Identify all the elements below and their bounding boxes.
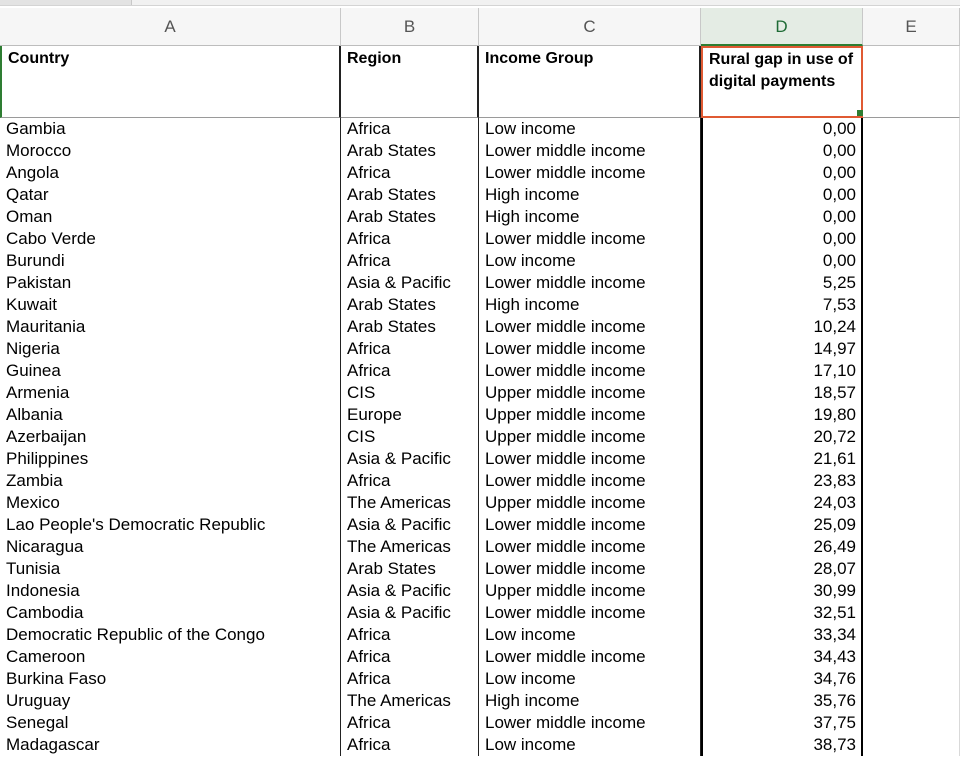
cell-e[interactable] bbox=[863, 712, 960, 734]
table-row bbox=[0, 140, 960, 162]
cell-e[interactable] bbox=[863, 184, 960, 206]
table-row bbox=[0, 162, 960, 184]
cell-region[interactable]: Asia & Pacific bbox=[341, 272, 479, 294]
cell-rural-gap[interactable]: 28,07 bbox=[701, 558, 863, 580]
cell-region[interactable]: Arab States bbox=[341, 206, 479, 228]
cell-region[interactable]: Africa bbox=[341, 712, 479, 734]
cell-e[interactable] bbox=[863, 448, 960, 470]
cell-rural-gap[interactable]: 30,99 bbox=[701, 580, 863, 602]
toolbar-edge bbox=[0, 0, 960, 6]
table-row bbox=[0, 492, 960, 514]
cell-income-group[interactable]: Low income bbox=[479, 624, 701, 646]
cell-country[interactable]: Morocco bbox=[0, 140, 341, 162]
cell-region[interactable]: CIS bbox=[341, 382, 479, 404]
cell-rural-gap[interactable]: 34,76 bbox=[701, 668, 863, 690]
cell-e[interactable] bbox=[863, 162, 960, 184]
cell-region[interactable]: The Americas bbox=[341, 536, 479, 558]
header-row bbox=[0, 46, 960, 118]
cell-income-group[interactable]: Upper middle income bbox=[479, 426, 701, 448]
cell-income-group[interactable]: High income bbox=[479, 206, 701, 228]
cell-rural-gap[interactable]: 0,00 bbox=[701, 184, 863, 206]
cell-e[interactable] bbox=[863, 624, 960, 646]
cell-region[interactable]: Africa bbox=[341, 646, 479, 668]
cell-income-group[interactable]: High income bbox=[479, 184, 701, 206]
cell-income-group[interactable]: Lower middle income bbox=[479, 316, 701, 338]
cell-region[interactable]: Asia & Pacific bbox=[341, 514, 479, 536]
cell-e[interactable] bbox=[863, 338, 960, 360]
cell-income-group[interactable]: Lower middle income bbox=[479, 360, 701, 382]
cell-rural-gap[interactable]: 34,43 bbox=[701, 646, 863, 668]
cell-e[interactable] bbox=[863, 316, 960, 338]
table-row bbox=[0, 228, 960, 250]
cell-income-group[interactable]: Low income bbox=[479, 734, 701, 756]
cell-income-group[interactable]: Lower middle income bbox=[479, 646, 701, 668]
cell-region[interactable]: Arab States bbox=[341, 184, 479, 206]
cell-income-group[interactable]: Lower middle income bbox=[479, 602, 701, 624]
cell-country[interactable]: Armenia bbox=[0, 382, 341, 404]
data-rows bbox=[0, 118, 960, 756]
cell-rural-gap[interactable]: 35,76 bbox=[701, 690, 863, 712]
table-row bbox=[0, 448, 960, 470]
cell-rural-gap[interactable]: 14,97 bbox=[701, 338, 863, 360]
cell-region[interactable]: Africa bbox=[341, 470, 479, 492]
cell-country[interactable]: Burkina Faso bbox=[0, 668, 341, 690]
cell-income-group[interactable]: Lower middle income bbox=[479, 536, 701, 558]
cell-income-group[interactable]: Lower middle income bbox=[479, 514, 701, 536]
cell-country[interactable]: Gambia bbox=[0, 118, 341, 140]
table-row bbox=[0, 712, 960, 734]
table-row bbox=[0, 734, 960, 756]
cell-rural-gap[interactable]: 20,72 bbox=[701, 426, 863, 448]
cell-country[interactable]: Pakistan bbox=[0, 272, 341, 294]
cell-income-group[interactable]: Low income bbox=[479, 118, 701, 140]
cell-income-group[interactable]: Lower middle income bbox=[479, 338, 701, 360]
cell-region[interactable]: Africa bbox=[341, 250, 479, 272]
cell-rural-gap[interactable]: 24,03 bbox=[701, 492, 863, 514]
table-row bbox=[0, 580, 960, 602]
cell-region[interactable]: The Americas bbox=[341, 690, 479, 712]
cell-country[interactable]: Senegal bbox=[0, 712, 341, 734]
cell-income-group[interactable]: Lower middle income bbox=[479, 140, 701, 162]
cell-country[interactable]: Uruguay bbox=[0, 690, 341, 712]
cell-income-group[interactable]: Low income bbox=[479, 668, 701, 690]
cell-e[interactable] bbox=[863, 360, 960, 382]
cell-rural-gap[interactable]: 0,00 bbox=[701, 140, 863, 162]
cell-rural-gap[interactable]: 5,25 bbox=[701, 272, 863, 294]
table-row bbox=[0, 668, 960, 690]
cell-rural-gap[interactable]: 33,34 bbox=[701, 624, 863, 646]
cell-income-group[interactable]: Lower middle income bbox=[479, 712, 701, 734]
cell-rural-gap[interactable]: 23,83 bbox=[701, 470, 863, 492]
cell-e[interactable] bbox=[863, 404, 960, 426]
cell-income-group[interactable]: High income bbox=[479, 690, 701, 712]
cell-e[interactable] bbox=[863, 536, 960, 558]
table-row bbox=[0, 360, 960, 382]
cell-region-header[interactable]: Region bbox=[341, 46, 479, 118]
cell-e[interactable] bbox=[863, 646, 960, 668]
column-header-bar bbox=[0, 8, 960, 46]
fill-handle[interactable] bbox=[857, 110, 863, 116]
table-row bbox=[0, 536, 960, 558]
table-row bbox=[0, 602, 960, 624]
cell-rural-gap[interactable]: 32,51 bbox=[701, 602, 863, 624]
cell-country[interactable]: Cameroon bbox=[0, 646, 341, 668]
cell-region[interactable]: Arab States bbox=[341, 140, 479, 162]
cell-e[interactable] bbox=[863, 294, 960, 316]
cell-income-group[interactable]: Lower middle income bbox=[479, 558, 701, 580]
cell-country[interactable]: Tunisia bbox=[0, 558, 341, 580]
cell-country[interactable]: Philippines bbox=[0, 448, 341, 470]
table-row bbox=[0, 404, 960, 426]
cell-country[interactable]: Cambodia bbox=[0, 602, 341, 624]
cell-region[interactable]: Africa bbox=[341, 734, 479, 756]
cell-rural-gap[interactable]: 25,09 bbox=[701, 514, 863, 536]
cell-income-group[interactable]: Low income bbox=[479, 250, 701, 272]
cell-region[interactable]: Africa bbox=[341, 360, 479, 382]
table-row bbox=[0, 624, 960, 646]
cell-country[interactable]: Azerbaijan bbox=[0, 426, 341, 448]
cell-region[interactable]: The Americas bbox=[341, 492, 479, 514]
cell-e[interactable] bbox=[863, 426, 960, 448]
cell-rural-gap[interactable]: 18,57 bbox=[701, 382, 863, 404]
cell-rural-gap[interactable]: 0,00 bbox=[701, 250, 863, 272]
cell-income-group[interactable]: Upper middle income bbox=[479, 580, 701, 602]
cell-region[interactable]: Arab States bbox=[341, 316, 479, 338]
cell-region[interactable]: Africa bbox=[341, 118, 479, 140]
table-row bbox=[0, 514, 960, 536]
cell-country[interactable]: Lao People's Democratic Republic bbox=[0, 514, 341, 536]
table-row bbox=[0, 382, 960, 404]
cell-income-group[interactable]: Upper middle income bbox=[479, 492, 701, 514]
cell-region[interactable]: Asia & Pacific bbox=[341, 580, 479, 602]
cell-income-group[interactable]: Lower middle income bbox=[479, 228, 701, 250]
cell-e[interactable] bbox=[863, 690, 960, 712]
cell-country[interactable]: Qatar bbox=[0, 184, 341, 206]
cell-country[interactable]: Democratic Republic of the Congo bbox=[0, 624, 341, 646]
cell-region[interactable]: CIS bbox=[341, 426, 479, 448]
cell-country-header[interactable]: Country bbox=[0, 46, 341, 118]
cell-e[interactable] bbox=[863, 118, 960, 140]
cell-country[interactable]: Indonesia bbox=[0, 580, 341, 602]
cell-e[interactable] bbox=[863, 668, 960, 690]
table-row bbox=[0, 470, 960, 492]
cell-income-group[interactable]: Upper middle income bbox=[479, 382, 701, 404]
cell-country[interactable]: Angola bbox=[0, 162, 341, 184]
cell-rural-gap[interactable]: 10,24 bbox=[701, 316, 863, 338]
cell-region[interactable]: Europe bbox=[341, 404, 479, 426]
cell-country[interactable]: Kuwait bbox=[0, 294, 341, 316]
cell-e[interactable] bbox=[863, 514, 960, 536]
column-header-b[interactable]: B bbox=[341, 8, 479, 46]
cell-e[interactable] bbox=[863, 382, 960, 404]
cell-country[interactable]: Nigeria bbox=[0, 338, 341, 360]
cell-region[interactable]: Africa bbox=[341, 668, 479, 690]
cell-rural-gap[interactable]: 0,00 bbox=[701, 206, 863, 228]
column-header-e[interactable]: E bbox=[863, 8, 960, 46]
cell-country[interactable]: Mexico bbox=[0, 492, 341, 514]
cell-e[interactable] bbox=[863, 492, 960, 514]
table-row bbox=[0, 206, 960, 228]
table-row bbox=[0, 272, 960, 294]
table-row bbox=[0, 558, 960, 580]
cell-e-header[interactable] bbox=[863, 46, 960, 118]
cell-e[interactable] bbox=[863, 206, 960, 228]
cell-e[interactable] bbox=[863, 140, 960, 162]
column-header-c[interactable]: C bbox=[479, 8, 701, 46]
cell-income-group[interactable]: Lower middle income bbox=[479, 272, 701, 294]
cell-region[interactable]: Africa bbox=[341, 228, 479, 250]
cell-rural-gap[interactable]: 21,61 bbox=[701, 448, 863, 470]
cell-country[interactable]: Zambia bbox=[0, 470, 341, 492]
cell-e[interactable] bbox=[863, 272, 960, 294]
cell-country[interactable]: Burundi bbox=[0, 250, 341, 272]
table-row bbox=[0, 646, 960, 668]
cell-region[interactable]: Arab States bbox=[341, 294, 479, 316]
cell-rural-gap[interactable]: 0,00 bbox=[701, 162, 863, 184]
cell-country[interactable]: Oman bbox=[0, 206, 341, 228]
table-row bbox=[0, 250, 960, 272]
cell-income-group[interactable]: Lower middle income bbox=[479, 162, 701, 184]
cell-income-group[interactable]: Upper middle income bbox=[479, 404, 701, 426]
cell-region[interactable]: Asia & Pacific bbox=[341, 448, 479, 470]
cell-country[interactable]: Madagascar bbox=[0, 734, 341, 756]
table-row bbox=[0, 338, 960, 360]
cell-income-group[interactable]: Lower middle income bbox=[479, 448, 701, 470]
cell-e[interactable] bbox=[863, 734, 960, 756]
cell-country[interactable]: Guinea bbox=[0, 360, 341, 382]
cell-rural-gap[interactable]: 0,00 bbox=[701, 228, 863, 250]
cell-rural-gap[interactable]: 38,73 bbox=[701, 734, 863, 756]
cell-e[interactable] bbox=[863, 228, 960, 250]
cell-e[interactable] bbox=[863, 580, 960, 602]
cell-country[interactable]: Mauritania bbox=[0, 316, 341, 338]
cell-e[interactable] bbox=[863, 558, 960, 580]
cell-region[interactable]: Arab States bbox=[341, 558, 479, 580]
cell-region[interactable]: Africa bbox=[341, 162, 479, 184]
spreadsheet-grid bbox=[0, 46, 960, 756]
cell-rural-gap[interactable]: 17,10 bbox=[701, 360, 863, 382]
cell-income-group[interactable]: High income bbox=[479, 294, 701, 316]
cell-e[interactable] bbox=[863, 470, 960, 492]
cell-country[interactable]: Cabo Verde bbox=[0, 228, 341, 250]
toolbar-edge-segment bbox=[0, 0, 132, 5]
cell-rural-gap[interactable]: 7,53 bbox=[701, 294, 863, 316]
table-row bbox=[0, 316, 960, 338]
cell-rural-gap[interactable]: 37,75 bbox=[701, 712, 863, 734]
table-row bbox=[0, 294, 960, 316]
cell-e[interactable] bbox=[863, 250, 960, 272]
column-header-a[interactable]: A bbox=[0, 8, 341, 46]
cell-income-group[interactable]: Lower middle income bbox=[479, 470, 701, 492]
cell-rural-gap-header[interactable]: Rural gap in use of digital payments bbox=[701, 46, 863, 118]
cell-country[interactable]: Albania bbox=[0, 404, 341, 426]
cell-e[interactable] bbox=[863, 602, 960, 624]
cell-country[interactable]: Nicaragua bbox=[0, 536, 341, 558]
cell-rural-gap[interactable]: 0,00 bbox=[701, 118, 863, 140]
cell-region[interactable]: Africa bbox=[341, 624, 479, 646]
table-row bbox=[0, 184, 960, 206]
table-row bbox=[0, 426, 960, 448]
cell-region[interactable]: Asia & Pacific bbox=[341, 602, 479, 624]
cell-income-group-header[interactable]: Income Group bbox=[479, 46, 701, 118]
table-row bbox=[0, 690, 960, 712]
cell-rural-gap[interactable]: 26,49 bbox=[701, 536, 863, 558]
cell-rural-gap[interactable]: 19,80 bbox=[701, 404, 863, 426]
cell-region[interactable]: Africa bbox=[341, 338, 479, 360]
table-row bbox=[0, 118, 960, 140]
column-header-d[interactable]: D bbox=[701, 8, 863, 46]
